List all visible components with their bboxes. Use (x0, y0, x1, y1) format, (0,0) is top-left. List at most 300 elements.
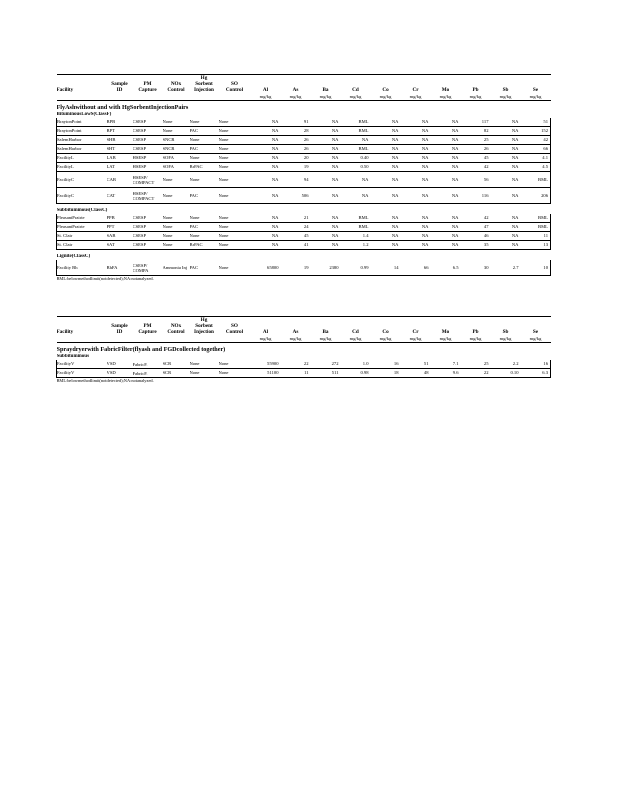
value-cell: NA (401, 154, 431, 163)
nox-header: NOx (170, 81, 182, 87)
value-cell: 19 (281, 163, 311, 172)
unit-label: mg/kg (341, 335, 371, 343)
value-cell: NA (431, 163, 461, 172)
se-header: Se (532, 87, 539, 93)
config-cell: None (190, 154, 219, 163)
capture-header: Capture (138, 329, 157, 335)
value-cell: 16 (371, 360, 401, 369)
config-cell: None (219, 188, 251, 204)
value-cell: NA (371, 154, 401, 163)
value-cell: NA (491, 127, 521, 136)
value-cell: 7.1 (431, 360, 461, 369)
unit-label: mg/kg (311, 93, 341, 101)
group-title: Subbituminous (56, 354, 90, 359)
value-cell: 13 (521, 241, 551, 250)
value-cell: 506 (281, 188, 311, 204)
facility-cell: St. Clair (57, 241, 107, 250)
table-row (57, 163, 551, 172)
value-cell: 6.3 (521, 369, 551, 378)
table-row (57, 214, 551, 223)
value-cell: NA (491, 223, 521, 232)
config-cell: PPT (107, 223, 133, 232)
value-cell: 42 (461, 214, 491, 223)
config-cell: FabricF. (133, 369, 163, 378)
value-cell: 48 (401, 369, 431, 378)
value-cell: BML (341, 223, 371, 232)
id-header: ID (116, 329, 123, 335)
value-cell: 46 (461, 232, 491, 241)
value-cell: 14 (371, 260, 401, 276)
note-row (57, 378, 551, 385)
value-cell: NA (311, 214, 341, 223)
value-cell: NA (251, 163, 281, 172)
value-cell: 26 (281, 136, 311, 145)
as-header: As (292, 329, 299, 335)
facility-cell: SalemHarbor (57, 136, 107, 145)
table2-body (57, 354, 551, 378)
config-cell: HSESP (133, 163, 163, 172)
pb-header: Pb (472, 87, 479, 93)
sample-header: Sample (111, 323, 128, 329)
al-header: Al (262, 87, 269, 93)
value-cell: NA (251, 154, 281, 163)
facility-cell: FacilityL (57, 163, 107, 172)
control-header: Control (167, 329, 185, 335)
value-cell: BML (521, 214, 551, 223)
value-cell: 45 (281, 232, 311, 241)
config-cell: None (190, 360, 219, 369)
value-cell: NA (371, 118, 401, 127)
value-cell: NA (371, 188, 401, 204)
value-cell: 47 (461, 223, 491, 232)
table-row (57, 223, 551, 232)
value-cell: 19 (281, 260, 311, 276)
value-cell: NA (251, 136, 281, 145)
value-cell: NA (251, 223, 281, 232)
id-header: ID (116, 87, 123, 93)
unit-label: mg/kg (521, 335, 551, 343)
value-cell: NA (371, 136, 401, 145)
config-cell: SAT (107, 241, 133, 250)
config-cell: None (219, 145, 251, 154)
config-cell: BPB (107, 118, 133, 127)
value-cell: 35 (461, 241, 491, 250)
value-cell: 26 (281, 145, 311, 154)
config-cell: None (190, 136, 219, 145)
config-cell: None (219, 232, 251, 241)
so-control-header: Control (225, 87, 244, 93)
sb-header: Sb (502, 329, 509, 335)
config-cell: None (190, 232, 219, 241)
facility-header: Facility (56, 87, 74, 93)
value-cell: 1.4 (341, 232, 371, 241)
config-cell: None (219, 136, 251, 145)
so-header: SO (231, 323, 238, 329)
table-row (57, 154, 551, 163)
config-cell: CAT (107, 188, 133, 204)
unit-label: mg/kg (251, 93, 281, 101)
config-cell: LAT (107, 163, 133, 172)
config-cell: None (163, 232, 190, 241)
facility-cell: FacilityV (57, 369, 107, 378)
value-cell: NA (401, 163, 431, 172)
config-cell: SHT (107, 145, 133, 154)
value-cell: NA (491, 154, 521, 163)
unit-label: mg/kg (341, 93, 371, 101)
value-cell: 2380 (311, 260, 341, 276)
config-cell: None (163, 172, 190, 188)
value-cell: 2.7 (491, 260, 521, 276)
config-cell: None (190, 369, 219, 378)
value-cell: NA (371, 172, 401, 188)
unit-label: mg/kg (371, 93, 401, 101)
unit-label: mg/kg (281, 93, 311, 101)
footnote: BML:belowmethodlimit(notdetected);NA:notanalyzed. (56, 378, 154, 383)
value-cell: BML (521, 172, 551, 188)
value-cell: NA (431, 172, 461, 188)
as-header: As (292, 87, 299, 93)
value-cell: 26 (461, 145, 491, 154)
sorbent-header: Sorbent (195, 81, 213, 87)
config-cell: None (190, 214, 219, 223)
section-title-row (57, 101, 551, 113)
value-cell: NA (401, 118, 431, 127)
value-cell: BML (341, 118, 371, 127)
config-cell: SNCR (163, 136, 190, 145)
table-row (57, 360, 551, 369)
config-cell: None (219, 154, 251, 163)
group-title: BituminousLowS(ClassF) (56, 112, 112, 117)
config-cell: SHB (107, 136, 133, 145)
table-row (57, 127, 551, 136)
value-cell: NA (251, 172, 281, 188)
value-cell: NA (491, 172, 521, 188)
value-cell: 0.10 (491, 369, 521, 378)
group-title: Subbituminous(ClassC) (56, 208, 108, 213)
mo-header: Mo (441, 87, 450, 93)
value-cell: NA (251, 188, 281, 204)
value-cell: NA (431, 241, 461, 250)
value-cell: BML (521, 223, 551, 232)
hg-header: Hg (190, 75, 219, 82)
unit-label: mg/kg (281, 335, 311, 343)
value-cell: NA (431, 232, 461, 241)
value-cell: 51 (401, 360, 431, 369)
value-cell: 4.1 (521, 154, 551, 163)
units-row (57, 93, 551, 101)
value-cell: 272 (311, 360, 341, 369)
unit-label: mg/kg (311, 335, 341, 343)
value-cell: NA (371, 163, 401, 172)
table-row (57, 232, 551, 241)
config-cell: SOFA (163, 154, 190, 163)
value-cell: NA (491, 145, 521, 154)
value-cell: NA (311, 232, 341, 241)
unit-label: mg/kg (371, 335, 401, 343)
unit-label: mg/kg (401, 93, 431, 101)
note-row (57, 276, 551, 283)
value-cell: NA (401, 145, 431, 154)
co-header: Co (382, 87, 389, 93)
config-cell: CSESP (133, 232, 163, 241)
section-title: FlyAshwithout and with HgSorbentInjectionPairs (56, 104, 189, 111)
facility-cell: BraytonPoint (57, 118, 107, 127)
unit-label: mg/kg (251, 335, 281, 343)
config-cell: VSD (107, 369, 133, 378)
al-header: Al (262, 329, 269, 335)
config-cell: CSESP (133, 145, 163, 154)
config-cell: None (219, 172, 251, 188)
value-cell: 11 (281, 369, 311, 378)
config-cell: None (219, 127, 251, 136)
value-cell: NA (431, 154, 461, 163)
config-cell: BrPAC (190, 241, 219, 250)
value-cell: BML (341, 145, 371, 154)
value-cell: NA (431, 223, 461, 232)
value-cell: 0.50 (341, 163, 371, 172)
config-cell: HSESP (133, 154, 163, 163)
value-cell: NA (371, 145, 401, 154)
value-cell: 42 (521, 136, 551, 145)
value-cell: NA (251, 118, 281, 127)
hg-header: Hg (190, 317, 219, 324)
value-cell: NA (341, 136, 371, 145)
value-cell: 0.98 (341, 369, 371, 378)
config-cell: CSESP/ COMPA (133, 260, 163, 276)
value-cell: NA (401, 127, 431, 136)
config-cell: PAC (190, 127, 219, 136)
value-cell: 0.99 (341, 260, 371, 276)
value-cell: 51 (521, 118, 551, 127)
value-cell: 4.5 (521, 163, 551, 172)
pm-header: PM (143, 81, 152, 87)
unit-label: mg/kg (461, 335, 491, 343)
config-cell: None (190, 172, 219, 188)
capture-header: Capture (138, 87, 157, 93)
so-control-header: Control (225, 329, 244, 335)
value-cell: 30 (461, 260, 491, 276)
value-cell: NA (401, 172, 431, 188)
value-cell: 10 (521, 260, 551, 276)
config-cell: None (219, 369, 251, 378)
sorbent-header: Sorbent (195, 323, 213, 329)
co-header: Co (382, 329, 389, 335)
config-cell: VSD (107, 360, 133, 369)
value-cell: BML (341, 127, 371, 136)
fly-ash-table (56, 74, 551, 282)
value-cell: NA (431, 145, 461, 154)
table-row (57, 188, 551, 204)
value-cell: NA (311, 136, 341, 145)
nox-header: NOx (170, 323, 182, 329)
value-cell: NA (401, 136, 431, 145)
config-cell: LAB (107, 154, 133, 163)
value-cell: NA (491, 241, 521, 250)
value-cell: 66 (401, 260, 431, 276)
value-cell: NA (491, 163, 521, 172)
config-cell: None (163, 223, 190, 232)
config-cell: HSESP/ COMPACT (133, 188, 163, 204)
value-cell: 51100 (251, 369, 281, 378)
value-cell: 116 (461, 188, 491, 204)
facility-cell: SalemHarbor (57, 145, 107, 154)
value-cell: 20 (281, 154, 311, 163)
config-cell: None (163, 127, 190, 136)
facility-cell: FacilityL (57, 154, 107, 163)
section-title: Spraydryerwith FabricFilter(flyash and FGDcollected together) (56, 346, 226, 353)
value-cell: NA (251, 127, 281, 136)
config-cell: None (219, 163, 251, 172)
unit-label: mg/kg (491, 93, 521, 101)
value-cell: NA (311, 154, 341, 163)
injection-header: Injection (194, 87, 214, 93)
control-header: Control (167, 87, 185, 93)
value-cell: 511 (311, 369, 341, 378)
value-cell: NA (311, 223, 341, 232)
config-cell: PAC (190, 260, 219, 276)
facility-cell: FacilityC (57, 172, 107, 188)
config-cell: CSESP (133, 127, 163, 136)
value-cell: 1.2 (341, 241, 371, 250)
value-cell: BML (341, 214, 371, 223)
value-cell: 41 (281, 241, 311, 250)
value-cell: 1.0 (341, 360, 371, 369)
config-cell: None (219, 260, 251, 276)
value-cell: NA (491, 214, 521, 223)
table-row (57, 136, 551, 145)
value-cell: 16 (521, 360, 551, 369)
value-cell: NA (431, 214, 461, 223)
value-cell: 117 (461, 118, 491, 127)
pb-header: Pb (472, 329, 479, 335)
table-row (57, 241, 551, 250)
config-cell: CSESP (133, 241, 163, 250)
config-cell: None (163, 188, 190, 204)
cr-header: Cr (412, 329, 419, 335)
se-header: Se (532, 329, 539, 335)
value-cell: 65800 (251, 260, 281, 276)
config-cell: None (163, 118, 190, 127)
config-cell: BhFA (107, 260, 133, 276)
config-cell: BrPAC (190, 163, 219, 172)
config-cell: HSESP/ COMPACT (133, 172, 163, 188)
value-cell: 22 (281, 360, 311, 369)
config-cell: PPB (107, 214, 133, 223)
value-cell: NA (431, 188, 461, 204)
table-row (57, 260, 551, 276)
value-cell: 2.2 (491, 360, 521, 369)
config-cell: PAC (190, 145, 219, 154)
value-cell: NA (371, 223, 401, 232)
value-cell: NA (491, 232, 521, 241)
facility-cell: FacilityC (57, 188, 107, 204)
config-cell: SCR (163, 369, 190, 378)
facility-header: Facility (56, 329, 74, 335)
value-cell: NA (401, 232, 431, 241)
config-cell: CSESP (133, 214, 163, 223)
config-cell: None (163, 214, 190, 223)
cd-header: Cd (352, 329, 359, 335)
value-cell: 6.5 (431, 260, 461, 276)
config-cell: BPT (107, 127, 133, 136)
value-cell: NA (431, 127, 461, 136)
pm-header: PM (143, 323, 152, 329)
value-cell: 24 (281, 223, 311, 232)
value-cell: 82 (461, 127, 491, 136)
config-cell: CSESP (133, 118, 163, 127)
value-cell: NA (311, 172, 341, 188)
table-row (57, 369, 551, 378)
unit-label: mg/kg (461, 93, 491, 101)
sb-header: Sb (502, 87, 509, 93)
value-cell: 25 (461, 136, 491, 145)
unit-label: mg/kg (491, 335, 521, 343)
table-row (57, 172, 551, 188)
value-cell: 9.6 (431, 369, 461, 378)
value-cell: 91 (281, 118, 311, 127)
group-title: Lignite(ClassC) (56, 254, 91, 259)
config-cell: SOFA (163, 163, 190, 172)
value-cell: NA (371, 214, 401, 223)
ba-header: Ba (322, 87, 329, 93)
config-cell: SAB (107, 232, 133, 241)
config-cell: CAB (107, 172, 133, 188)
value-cell: NA (401, 188, 431, 204)
value-cell: NA (371, 127, 401, 136)
value-cell: NA (311, 188, 341, 204)
value-cell: NA (251, 232, 281, 241)
config-cell: SNCR (163, 145, 190, 154)
unit-label: mg/kg (431, 335, 461, 343)
config-cell: PAC (190, 223, 219, 232)
value-cell: 152 (521, 127, 551, 136)
facility-cell: PleasantPrairie (57, 223, 107, 232)
units-row (57, 335, 551, 343)
facility-cell: FacilityV (57, 360, 107, 369)
value-cell: NA (401, 241, 431, 250)
section-title-row (57, 343, 551, 355)
spray-dryer-table (56, 316, 551, 384)
value-cell: NA (341, 172, 371, 188)
value-cell: NA (371, 232, 401, 241)
config-cell: CSESP (133, 136, 163, 145)
unit-label: mg/kg (401, 335, 431, 343)
facility-cell: Facility Bh (57, 260, 107, 276)
value-cell: NA (311, 241, 341, 250)
value-cell: NA (401, 214, 431, 223)
table1-body (57, 112, 551, 276)
config-cell: None (219, 360, 251, 369)
value-cell: 0.40 (341, 154, 371, 163)
value-cell: NA (251, 241, 281, 250)
value-cell: NA (491, 188, 521, 204)
value-cell: NA (311, 145, 341, 154)
config-cell: PAC (190, 188, 219, 204)
mo-header: Mo (441, 329, 450, 335)
value-cell: 21 (281, 214, 311, 223)
config-cell: None (219, 241, 251, 250)
value-cell: 56 (461, 172, 491, 188)
config-cell: None (190, 118, 219, 127)
value-cell: 45 (461, 154, 491, 163)
config-cell: None (219, 223, 251, 232)
value-cell: 28 (281, 127, 311, 136)
config-cell: None (163, 241, 190, 250)
value-cell: 11 (521, 232, 551, 241)
value-cell: 66 (521, 145, 551, 154)
value-cell: NA (251, 145, 281, 154)
facility-cell: PleasantPrairie (57, 214, 107, 223)
